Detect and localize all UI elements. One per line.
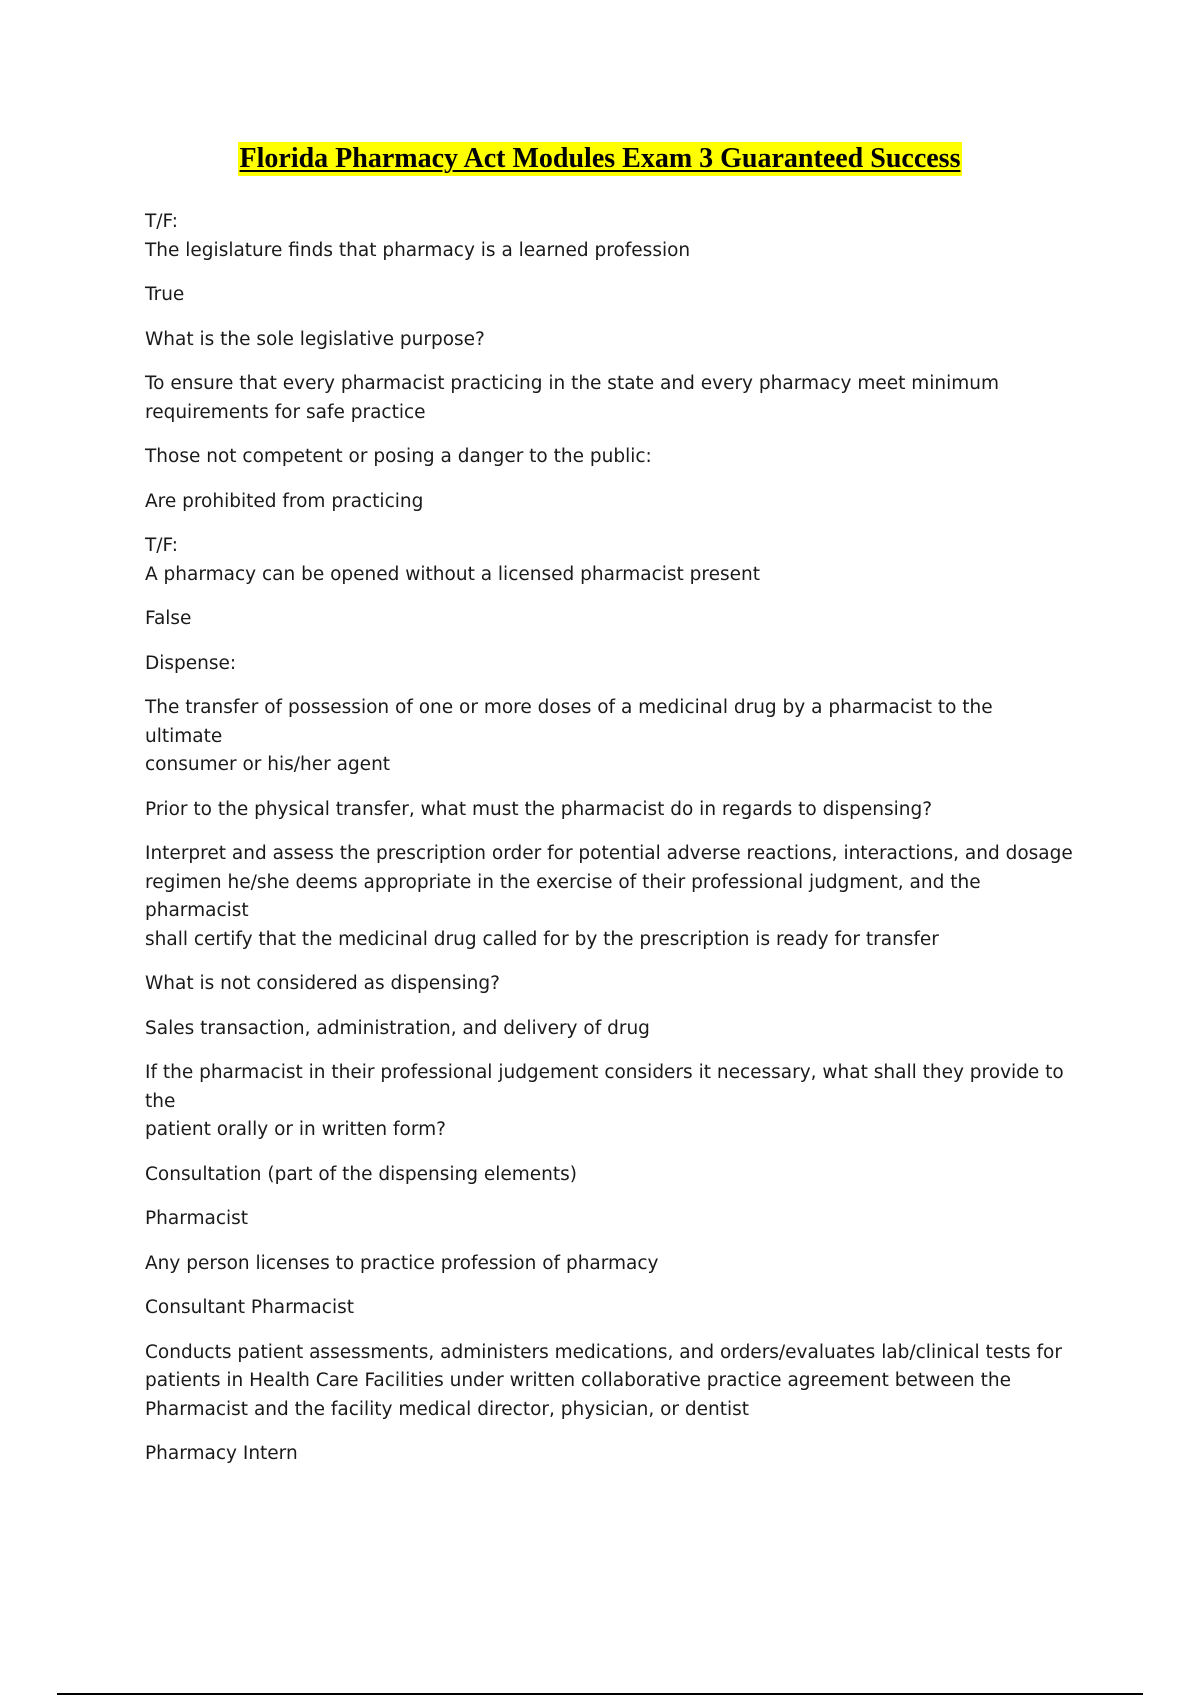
question-prior-to-transfer: Prior to the physical transfer, what must the pharmacist do in regards to dispensing? <box>145 798 933 820</box>
answer-not-dispensing: Sales transaction, administration, and delivery of drug <box>145 1017 650 1039</box>
question-tf-learned-profession: T/F: The legislature finds that pharmacy is a learned profession <box>145 211 691 261</box>
answer-true: True <box>145 284 185 305</box>
definition-consultant-pharmacist: Conducts patient assessments, administers medications, and orders/evaluates lab/clinical tests for patients in Health Care Facilities under written collaborative practice agreement between the Pharmacist and the facility medical director, physician, or dentist <box>145 1341 1062 1420</box>
answer-consultation: Consultation (part of the dispensing elements) <box>145 1163 578 1185</box>
definition-dispense: The transfer of possession of one or more doses of a medicinal drug by a pharmacist to the ultimate consumer or his/her agent <box>145 697 993 775</box>
footer-divider <box>57 1693 1143 1695</box>
term-pharmacy-intern: Pharmacy Intern <box>145 1443 298 1464</box>
document-title: Florida Pharmacy Act Modules Exam 3 Guaranteed Success <box>239 143 961 174</box>
question-not-dispensing: What is not considered as dispensing? <box>145 973 500 994</box>
definition-pharmacist: Any person licenses to practice profession of pharmacy <box>145 1252 659 1274</box>
term-consultant-pharmacist: Consultant Pharmacist <box>145 1297 354 1318</box>
document-body <box>145 208 1075 1485</box>
question-tf-pharmacy-opened: T/F: A pharmacy can be opened without a licensed pharmacist present <box>145 535 760 585</box>
answer-legislative-purpose: To ensure that every pharmacist practicing in the state and every pharmacy meet minimum requirements for safe practice <box>145 373 1000 423</box>
term-pharmacist: Pharmacist <box>145 1208 249 1229</box>
answer-interpret-assess: Interpret and assess the prescription order for potential adverse reactions, interactions, and dosage regimen he/she deems appropriate in the exercise of their professional judgment, and the pharmacist shall certify that the medicinal drug called for by the prescription is ready for transfer <box>145 843 1073 950</box>
question-not-competent: Those not competent or posing a danger to the public: <box>145 446 652 467</box>
question-consultation: If the pharmacist in their professional judgement considers it necessary, what shall they provide to the patient orally or in written form? <box>145 1062 1064 1140</box>
term-dispense: Dispense: <box>145 652 237 674</box>
question-legislative-purpose: What is the sole legislative purpose? <box>145 328 485 350</box>
answer-prohibited: Are prohibited from practicing <box>145 490 424 512</box>
title-container <box>0 142 1200 176</box>
answer-false: False <box>145 608 192 629</box>
